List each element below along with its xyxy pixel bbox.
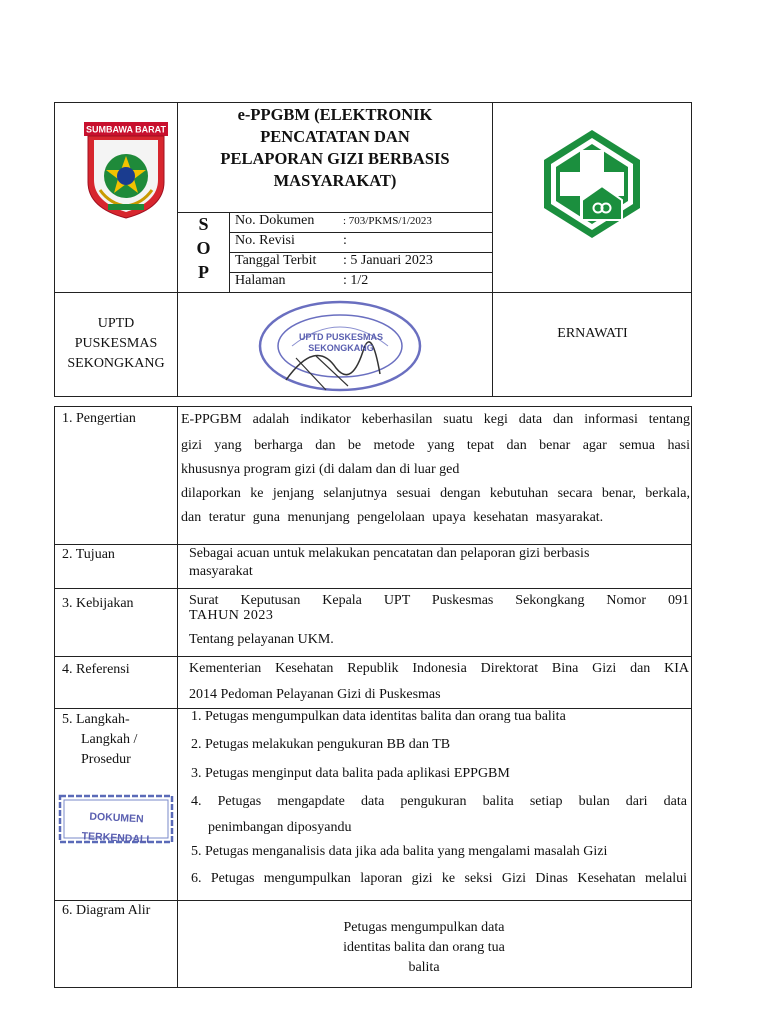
section-label-langkah	[62, 710, 137, 770]
flow-box-line: balita	[408, 960, 440, 975]
title-line: MASYARAKAT)	[273, 171, 397, 190]
controlled-stamp-text: DOKUMEN TERKENDALI	[81, 810, 150, 846]
meta-value-date: : 5 Januari 2023	[343, 253, 433, 268]
controlled-document-stamp	[58, 790, 174, 848]
steps-list	[191, 707, 687, 889]
step-item: 1. Petugas mengumpulkan data identitas balita dan orang tua balita	[191, 709, 566, 724]
flow-box-line: Petugas mengumpulkan data	[343, 920, 505, 935]
row-line	[54, 656, 692, 657]
header-divider-right	[492, 102, 493, 397]
title-line: e-PPGBM (ELEKTRONIK	[237, 105, 433, 124]
logo-banner-text: SUMBAWA BARAT	[86, 124, 166, 135]
referensi-text	[189, 658, 689, 706]
meta-label-date: Tanggal Terbit	[235, 253, 317, 268]
tujuan-text	[189, 545, 689, 581]
meta-label-doc: No. Dokumen	[235, 213, 315, 228]
meta-value-rev: :	[343, 233, 347, 248]
step-item: 4. Petugas mengapdate data pengukuran balita setiap bulan dari data	[191, 794, 687, 809]
meta-top-line	[177, 212, 492, 213]
meta-value-doc-text: : 703/PKMS/1/2023	[343, 215, 432, 227]
step-item: 6. Petugas mengumpulkan laporan gizi ke seksi Gizi Dinas Kesehatan melalui	[191, 871, 687, 886]
row-line	[54, 588, 692, 589]
title-line: PELAPORAN GIZI BERBASIS	[220, 149, 450, 168]
sop-label	[178, 214, 229, 283]
kebijakan-text	[189, 593, 689, 650]
tujuan-line: Sebagai acuan untuk melakukan pencatatan dan pelaporan gizi berbasis	[189, 546, 590, 561]
kebijakan-line: Tentang pelayanan UKM.	[189, 632, 334, 647]
pengertian-text	[181, 408, 690, 530]
section-label-pengertian: 1. Pengertian	[62, 411, 136, 426]
signer-name: ERNAWATI	[557, 326, 628, 341]
title-line: PENCATATAN DAN	[260, 127, 410, 146]
flow-box-text	[316, 918, 532, 978]
meta-value-doc	[343, 211, 432, 231]
org-line: PUSKESMAS	[74, 336, 158, 351]
section-label-referensi: 4. Referensi	[62, 662, 130, 677]
sop-letter: P	[198, 262, 209, 282]
flow-box-line: identitas balita dan orang tua	[343, 940, 505, 955]
section-label-tujuan: 2. Tujuan	[62, 547, 115, 562]
section-label-diagram: 6. Diagram Alir	[62, 903, 151, 918]
section-label-kebijakan: 3. Kebijakan	[62, 596, 134, 611]
official-stamp	[256, 298, 424, 396]
sop-letter: O	[196, 238, 211, 258]
step-item: 3. Petugas menginput data balita pada aplikasi EPPGBM	[191, 766, 510, 781]
regency-logo	[80, 120, 172, 220]
referensi-line: Kementerian Kesehatan Republik Indonesia Direktorat Bina Gizi dan KIA	[189, 661, 689, 676]
org-line: UPTD	[97, 316, 135, 331]
puskesmas-logo	[540, 128, 644, 240]
pengertian-line: E-PPGBM adalah indikator keberhasilan suatu kegi data dan informasi tentang	[181, 412, 690, 427]
step-item: 2. Petugas melakukan pengukuran BB dan TB	[191, 737, 451, 752]
document-title	[178, 104, 492, 192]
step-item-continued: penimbangan diposyandu	[208, 820, 352, 835]
langkah-label-line: Langkah /	[81, 732, 138, 747]
tujuan-line: masyarakat	[189, 564, 253, 579]
langkah-label-line: Prosedur	[81, 752, 131, 767]
meta-label-rev: No. Revisi	[235, 233, 295, 248]
pengertian-line: gizi yang berharga dan be metode yang tepat dan benar agar semua hasi	[181, 438, 690, 453]
header-row-divider	[54, 292, 692, 293]
pengertian-line: dilaporkan ke jenjang selanjutnya sesuai dengan kebutuhan secara benar, berkala,	[181, 486, 690, 501]
org-name	[55, 314, 177, 374]
langkah-label-line: 5. Langkah-	[62, 712, 130, 727]
sop-letter: S	[198, 214, 209, 234]
pengertian-line: khususnya program gizi (di dalam dan di luar ged	[181, 462, 460, 477]
kebijakan-line: TAHUN 2023	[189, 608, 274, 623]
meta-label-page: Halaman	[235, 273, 286, 288]
meta-value-page: : 1/2	[343, 273, 369, 288]
pengertian-line: dan teratur guna menunjang pengelolaan upaya kesehatan masyarakat.	[181, 510, 604, 525]
referensi-line: 2014 Pedoman Pelayanan Gizi di Puskesmas	[189, 687, 441, 702]
kebijakan-line: Surat Keputusan Kepala UPT Puskesmas Sekongkang Nomor 091	[189, 593, 689, 608]
stamp-text: UPTD PUSKESMAS SEKONGKANG	[298, 332, 383, 353]
step-item: 5. Petugas menganalisis data jika ada balita yang mengalami masalah Gizi	[191, 844, 608, 859]
org-line: SEKONGKANG	[67, 356, 165, 371]
